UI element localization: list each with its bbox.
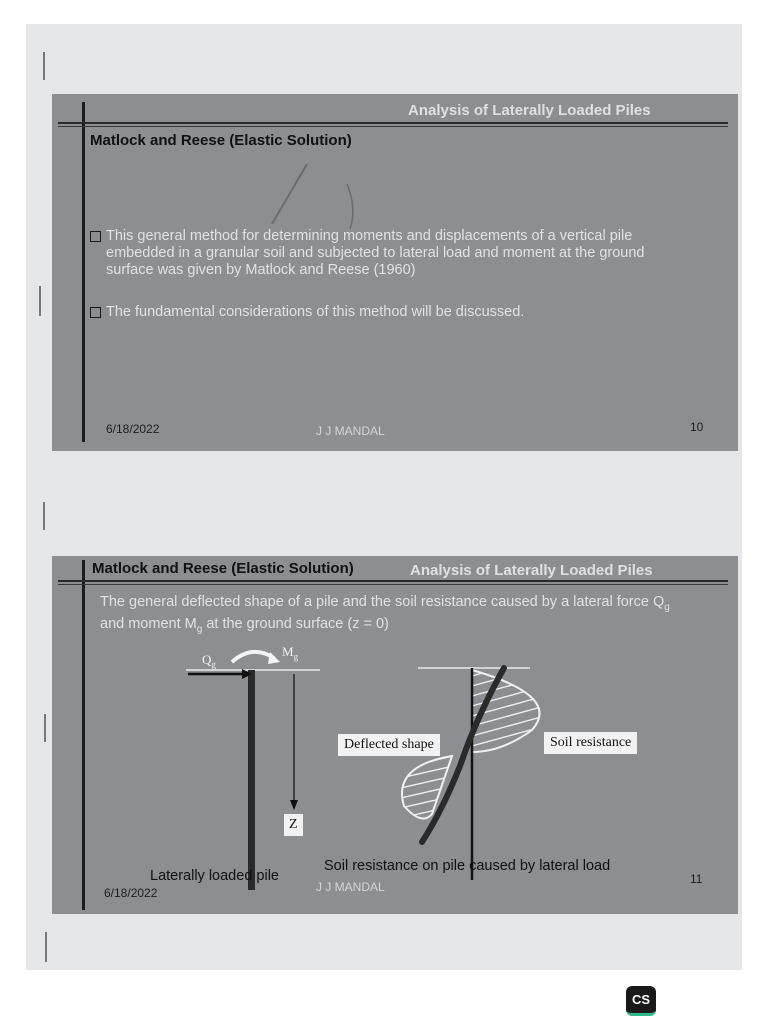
q-subscript: g [664,601,670,613]
margin-mark [43,502,45,530]
slide-title: Matlock and Reese (Elastic Solution) [90,132,352,149]
slide-title: Matlock and Reese (Elastic Solution) [92,560,354,577]
header-rule [58,122,728,124]
moment-arrowhead [268,652,280,664]
header-rule [58,580,728,582]
header-rule [58,584,728,585]
margin-mark [43,52,45,80]
m-symbol: M [184,615,197,632]
handwritten-scribble [252,154,372,234]
slide-10 [52,94,738,451]
intro-text: The general deflected shape of a pile and the soil resistance caused by a lateral force [100,594,653,610]
m-subscript: g [196,623,203,635]
header-rule [58,126,728,127]
fig-q-label: $Q_g$ [202,652,216,670]
pile [248,670,255,890]
z-label: Z [284,814,303,836]
z-axis-arrowhead [290,800,298,810]
slide-left-bar [82,102,85,442]
slide-date: 6/18/2022 [104,886,158,900]
margin-mark [45,932,47,962]
soil-resistance-label: Soil resistance [544,732,637,754]
intro-text: and moment [100,615,185,632]
bullet-item: The fundamental considerations of this method will be discussed. [90,304,690,321]
slide-author: J J MANDAL [316,880,385,894]
slide-left-bar [82,560,85,910]
caption-laterally-loaded-pile: Laterally loaded pile [150,868,279,884]
lower-soil-resistance [402,756,452,819]
caption-soil-resistance: Soil resistance on pile caused by lateral load [324,858,611,874]
bullet-checkbox-icon [90,231,101,242]
figure-intro [100,594,680,638]
intro-text: at the ground surface (z = 0) [202,615,389,632]
slide-author: J J MANDAL [316,424,385,438]
fig-m-label: $M_g$ [282,644,299,662]
slide-header: Analysis of Laterally Loaded Piles [410,562,653,579]
soil-resistance-diagram [382,656,562,886]
laterally-loaded-pile-diagram [152,642,352,892]
margin-mark [44,714,46,742]
deflected-shape-label: Deflected shape [338,734,440,756]
margin-mark [39,286,41,316]
scanned-page [26,24,742,970]
q-symbol: Q [652,594,665,610]
slide-header: Analysis of Laterally Loaded Piles [408,102,651,119]
moment-arrow [232,652,274,662]
camscanner-logo: CS [626,986,656,1016]
slide-number: 11 [690,872,703,886]
slide-date: 6/18/2022 [106,422,160,436]
bullet-item: This general method for determining moments and displacements of a vertical pile embedded in a granular soil and subjected to lateral load and moment at the ground surface was given by Matlock and Reese (1960) [90,228,690,279]
bullet-checkbox-icon [90,307,101,318]
slide-11 [52,556,738,914]
slide-number: 10 [690,420,704,434]
